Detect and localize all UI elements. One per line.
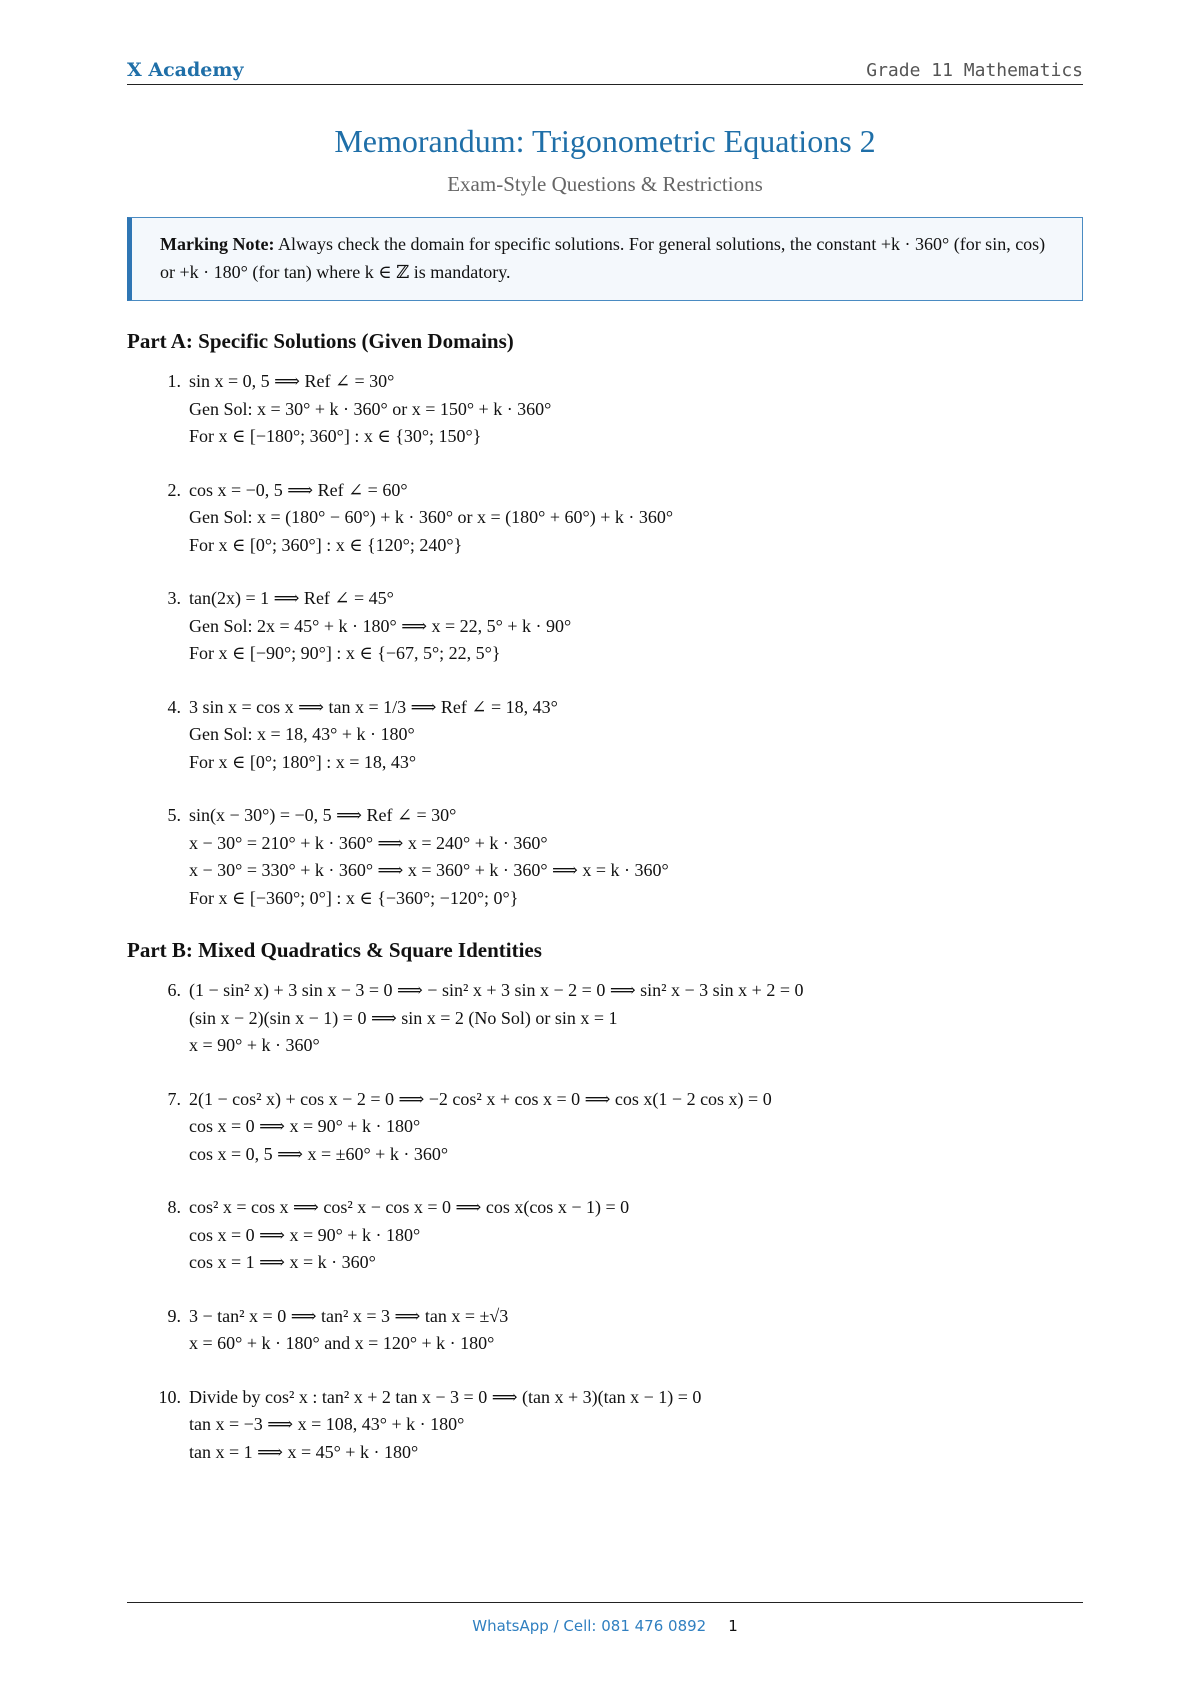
question-item [127, 1086, 1083, 1169]
working-line: Gen Sol: x = (180° − 60°) + k · 360° or x = (180° + 60°) + k · 360° [189, 507, 674, 527]
working-line: x − 30° = 330° + k · 360° ⟹ x = 360° + k · 360° ⟹ x = k · 360° [189, 860, 669, 880]
working-line: cos x = 0, 5 ⟹ x = ±60° + k · 360° [189, 1143, 449, 1164]
question-item [127, 1194, 1083, 1277]
question-number: 7. [167, 1088, 181, 1109]
working-line: tan x = 1 ⟹ x = 45° + k · 180° [189, 1441, 419, 1462]
question-working [189, 368, 1083, 451]
working-line: For x ∈ [−360°; 0°] : x ∈ {−360°; −120°; 0°} [189, 887, 519, 908]
working-line: x = 60° + k · 180° and x = 120° + k · 180° [189, 1333, 495, 1353]
question-working [189, 477, 1083, 560]
working-line: (1 − sin² x) + 3 sin x − 3 = 0 ⟹ − sin² x + 3 sin x − 2 = 0 ⟹ sin² x − 3 sin x + 2 = 0 [189, 980, 804, 1000]
question-item [127, 802, 1083, 912]
working-line: tan(2x) = 1 ⟹ Ref ∠ = 45° [189, 588, 394, 608]
working-line: For x ∈ [0°; 360°] : x ∈ {120°; 240°} [189, 534, 463, 555]
working-line: cos x = 0 ⟹ x = 90° + k · 180° [189, 1116, 421, 1136]
working-line: Gen Sol: x = 30° + k · 360° or x = 150° + k · 360° [189, 398, 552, 419]
page-title: Memorandum: Trigonometric Equations 2 [334, 123, 876, 159]
question-number: 5. [167, 805, 181, 825]
working-line: For x ∈ [0°; 180°] : x = 18, 43° [189, 751, 417, 772]
page [127, 48, 1083, 1492]
question-item [127, 977, 1083, 1060]
question-item [127, 694, 1083, 777]
question-working [189, 1086, 1083, 1169]
question-number: 2. [167, 479, 181, 500]
question-item [127, 477, 1083, 560]
page-footer [127, 1602, 1083, 1635]
question-number: 9. [167, 1305, 181, 1326]
question-working [189, 977, 1083, 1060]
working-line: tan x = −3 ⟹ x = 108, 43° + k · 180° [189, 1414, 465, 1434]
working-line: sin x = 0, 5 ⟹ Ref ∠ = 30° [189, 371, 395, 391]
question-number: 10. [158, 1386, 181, 1407]
working-line: x − 30° = 210° + k · 360° ⟹ x = 240° + k · 360° [189, 832, 548, 853]
question-number: 6. [167, 980, 181, 1000]
question-working [189, 1384, 1083, 1467]
marking-note-label: Marking Note: [160, 234, 275, 254]
question-working [189, 802, 1083, 912]
part-a-questions [127, 368, 1083, 912]
page-number: 1 [728, 1617, 738, 1635]
marking-note [127, 217, 1083, 301]
part-a-title: Part A: Specific Solutions (Given Domains) [127, 329, 514, 353]
working-line: 3 sin x = cos x ⟹ tan x = 1/3 ⟹ Ref ∠ = 18, 43° [189, 696, 558, 717]
part-b-questions [127, 977, 1083, 1466]
question-item [127, 1384, 1083, 1467]
question-number: 8. [167, 1197, 181, 1217]
working-line: cos x = −0, 5 ⟹ Ref ∠ = 60° [189, 479, 408, 500]
question-item [127, 1303, 1083, 1358]
question-item [127, 585, 1083, 668]
working-line: Gen Sol: 2x = 45° + k · 180° ⟹ x = 22, 5° + k · 90° [189, 615, 572, 636]
page-header [127, 48, 1083, 85]
question-working [189, 1303, 1083, 1358]
working-line: cos x = 1 ⟹ x = k · 360° [189, 1252, 376, 1272]
working-line: Divide by cos² x : tan² x + 2 tan x − 3 = 0 ⟹ (tan x + 3)(tan x − 1) = 0 [189, 1386, 702, 1407]
grade-label: Grade 11 Mathematics [866, 60, 1083, 81]
brand-name: X Academy [127, 59, 244, 81]
question-working [189, 694, 1083, 777]
page-subtitle: Exam-Style Questions & Restrictions [447, 172, 763, 196]
part-b-title: Part B: Mixed Quadratics & Square Identities [127, 938, 542, 962]
question-number: 3. [167, 588, 181, 608]
footer-contact: WhatsApp / Cell: 081 476 0892 [472, 1617, 707, 1635]
working-line: sin(x − 30°) = −0, 5 ⟹ Ref ∠ = 30° [189, 805, 457, 825]
working-line: (sin x − 2)(sin x − 1) = 0 ⟹ sin x = 2 (No Sol) or sin x = 1 [189, 1007, 618, 1028]
working-line: Gen Sol: x = 18, 43° + k · 180° [189, 724, 415, 744]
question-working [189, 585, 1083, 668]
question-number: 4. [167, 696, 181, 717]
question-number: 1. [167, 371, 181, 391]
marking-note-text: Always check the domain for specific solutions. For general solutions, the constant +k · 360° (for sin, cos) or +k · 180° (for tan) where k ∈ ℤ is mandatory. [160, 234, 1046, 282]
working-line: cos x = 0 ⟹ x = 90° + k · 180° [189, 1224, 421, 1245]
working-line: 2(1 − cos² x) + cos x − 2 = 0 ⟹ −2 cos² x + cos x = 0 ⟹ cos x(1 − 2 cos x) = 0 [189, 1088, 772, 1109]
working-line: 3 − tan² x = 0 ⟹ tan² x = 3 ⟹ tan x = ±√3 [189, 1305, 509, 1326]
working-line: cos² x = cos x ⟹ cos² x − cos x = 0 ⟹ cos x(cos x − 1) = 0 [189, 1197, 630, 1217]
question-item [127, 368, 1083, 451]
question-working [189, 1194, 1083, 1277]
working-line: x = 90° + k · 360° [189, 1035, 320, 1055]
working-line: For x ∈ [−90°; 90°] : x ∈ {−67, 5°; 22, 5°} [189, 643, 501, 663]
working-line: For x ∈ [−180°; 360°] : x ∈ {30°; 150°} [189, 426, 482, 446]
